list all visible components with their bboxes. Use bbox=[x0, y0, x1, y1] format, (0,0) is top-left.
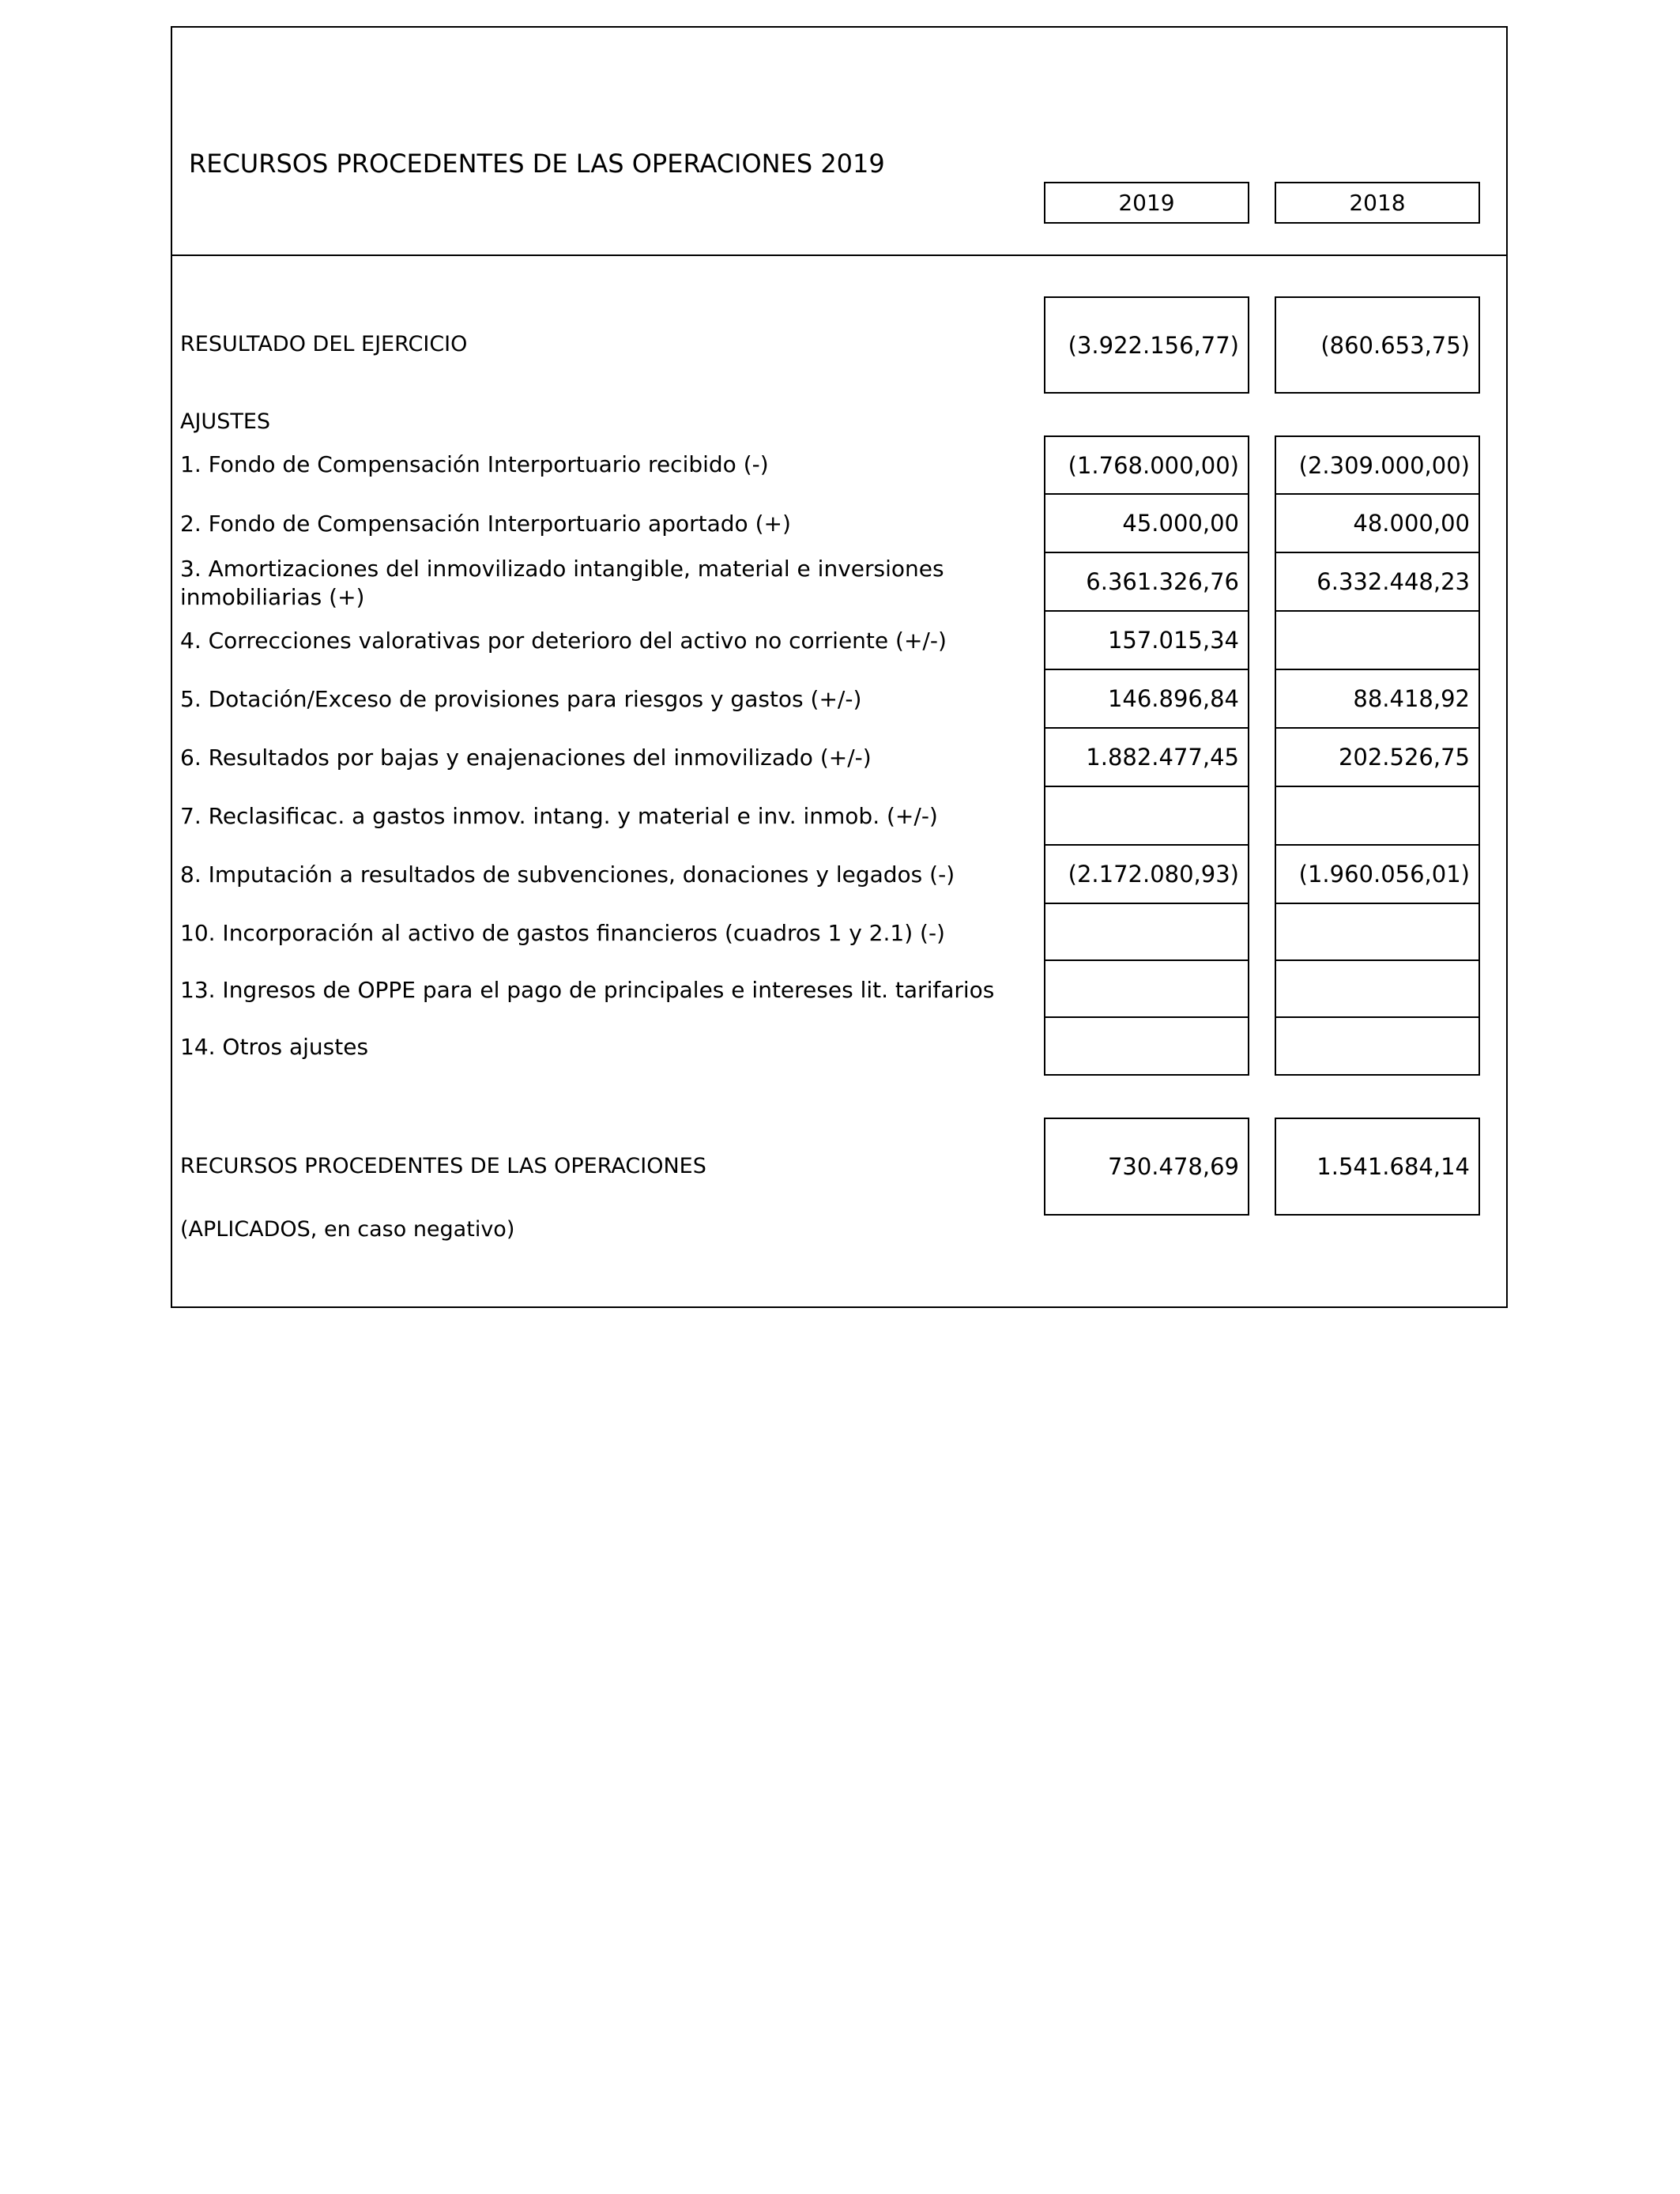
row-label: 14. Otros ajustes bbox=[180, 1034, 369, 1060]
row-label: 13. Ingresos de OPPE para el pago de principales e intereses lit. tarifarios bbox=[180, 977, 995, 1003]
total-2018: 1.541.684,14 bbox=[1275, 1118, 1480, 1216]
row-label: 6. Resultados por bajas y enajenaciones del inmovilizado (+/-) bbox=[180, 745, 872, 771]
row-label: 8. Imputación a resultados de subvenciones, donaciones y legados (-) bbox=[180, 861, 955, 888]
row-value-2019: 157.015,34 bbox=[1044, 610, 1249, 670]
row-value-2019: 45.000,00 bbox=[1044, 493, 1249, 553]
row-value-2018 bbox=[1275, 1016, 1480, 1076]
year-header-2018: 2018 bbox=[1275, 182, 1480, 224]
row-value-2018 bbox=[1275, 959, 1480, 1018]
row-value-2018: (1.960.056,01) bbox=[1275, 844, 1480, 904]
resultado-2019: (3.922.156,77) bbox=[1044, 296, 1249, 394]
row-value-2018 bbox=[1275, 610, 1480, 670]
row-value-2019 bbox=[1044, 1016, 1249, 1076]
row-label: 1. Fondo de Compensación Interportuario recibido (-) bbox=[180, 451, 769, 477]
row-label: 7. Reclasificac. a gastos inmov. intang. y material e inv. inmob. (+/-) bbox=[180, 803, 938, 829]
row-value-2019: 1.882.477,45 bbox=[1044, 727, 1249, 787]
row-label: 2. Fondo de Compensación Interportuario aportado (+) bbox=[180, 511, 791, 537]
total-2019: 730.478,69 bbox=[1044, 1118, 1249, 1216]
row-value-2018: 48.000,00 bbox=[1275, 493, 1480, 553]
resultado-2018: (860.653,75) bbox=[1275, 296, 1480, 394]
row-value-2018: 88.418,92 bbox=[1275, 669, 1480, 729]
ajustes-label: AJUSTES bbox=[180, 409, 271, 434]
row-label: 10. Incorporación al activo de gastos financieros (cuadros 1 y 2.1) (-) bbox=[180, 920, 945, 946]
row-value-2019: 6.361.326,76 bbox=[1044, 552, 1249, 612]
header-divider bbox=[171, 254, 1508, 256]
row-value-2018: 6.332.448,23 bbox=[1275, 552, 1480, 612]
row-label: 3. Amortizaciones del inmovilizado intangible, material e inversiones inmobiliarias (+) bbox=[180, 556, 944, 610]
total-label: RECURSOS PROCEDENTES DE LAS OPERACIONES bbox=[180, 1154, 706, 1178]
row-value-2019: 146.896,84 bbox=[1044, 669, 1249, 729]
row-value-2018: 202.526,75 bbox=[1275, 727, 1480, 787]
resultado-label: RESULTADO DEL EJERCICIO bbox=[180, 332, 468, 356]
total-note: (APLICADOS, en caso negativo) bbox=[180, 1217, 515, 1242]
row-value-2019 bbox=[1044, 786, 1249, 846]
row-label: 5. Dotación/Exceso de provisiones para riesgos y gastos (+/-) bbox=[180, 686, 862, 712]
row-value-2018: (2.309.000,00) bbox=[1275, 435, 1480, 495]
row-value-2018 bbox=[1275, 903, 1480, 961]
row-value-2019: (1.768.000,00) bbox=[1044, 435, 1249, 495]
page-title: RECURSOS PROCEDENTES DE LAS OPERACIONES 2019 bbox=[189, 149, 885, 179]
row-value-2019 bbox=[1044, 903, 1249, 961]
row-value-2018 bbox=[1275, 786, 1480, 846]
row-value-2019 bbox=[1044, 959, 1249, 1018]
row-label: 4. Correcciones valorativas por deterioro del activo no corriente (+/-) bbox=[180, 628, 947, 654]
year-header-2019: 2019 bbox=[1044, 182, 1249, 224]
row-value-2019: (2.172.080,93) bbox=[1044, 844, 1249, 904]
